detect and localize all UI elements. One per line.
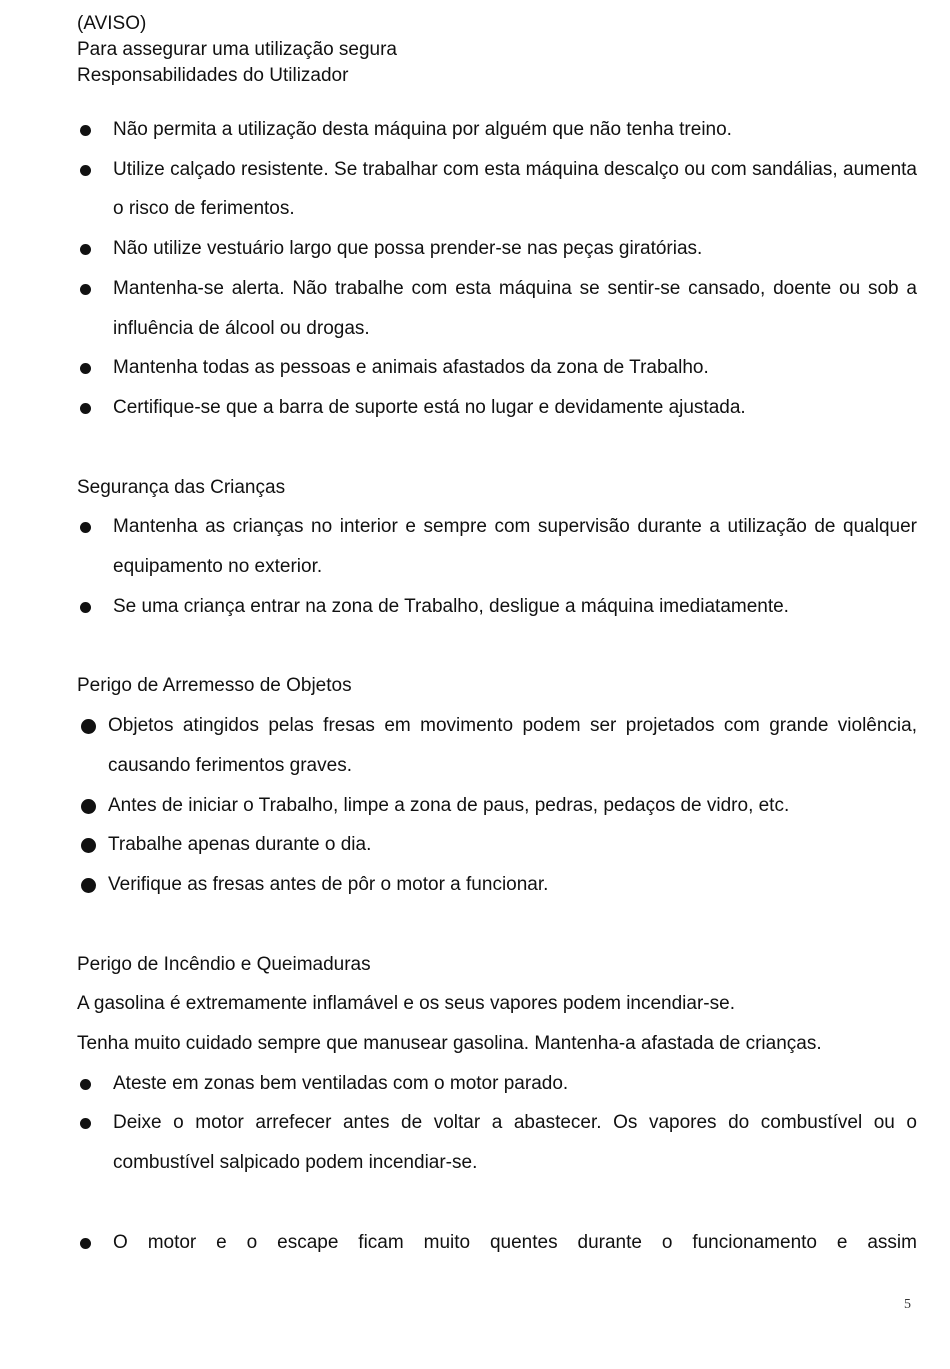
bullet-icon — [81, 878, 96, 893]
safe-use-heading: Para assegurar uma utilização segura — [77, 39, 398, 60]
fire-hazard-list — [77, 1064, 917, 1183]
warning-label: (AVISO) — [77, 13, 147, 34]
bullet-icon — [80, 522, 91, 533]
list-item: Deixe o motor arrefecer antes de voltar a abastecer. Os vapores do combustível ou o combustível salpicado podem incendiar-se. — [77, 1103, 917, 1182]
fire-hazard-paragraph-2: Tenha muito cuidado sempre que manusear gasolina. Mantenha-a afastada de crianças. — [77, 1033, 822, 1055]
list-item: Verifique as fresas antes de pôr o motor a funcionar. — [77, 865, 917, 905]
bullet-icon — [81, 838, 96, 853]
children-safety-list — [77, 507, 917, 626]
bullet-icon — [80, 403, 91, 414]
fire-hazard-paragraph-1: A gasolina é extremamente inflamável e os seus vapores podem incendiar-se. — [77, 993, 735, 1015]
list-item: Certifique-se que a barra de suporte está no lugar e devidamente ajustada. — [77, 388, 917, 428]
user-responsibilities-heading: Responsabilidades do Utilizador — [77, 65, 349, 86]
list-item: Não utilize vestuário largo que possa prender-se nas peças giratórias. — [77, 229, 917, 269]
list-item: Não permita a utilização desta máquina por alguém que não tenha treino. — [77, 110, 917, 150]
header — [77, 11, 917, 89]
bullet-icon — [80, 284, 91, 295]
list-item: Se uma criança entrar na zona de Trabalho, desligue a máquina imediatamente. — [77, 587, 917, 627]
list-item: Objetos atingidos pelas fresas em movimento podem ser projetados com grande violência, causando ferimentos graves. — [77, 706, 917, 785]
bullet-icon — [80, 363, 91, 374]
page-number: 5 — [904, 1297, 911, 1312]
list-item: Mantenha-se alerta. Não trabalhe com esta máquina se sentir-se cansado, doente ou sob a influência de álcool ou drogas. — [77, 269, 917, 348]
bullet-icon — [80, 602, 91, 613]
thrown-objects-list — [77, 706, 917, 905]
bullet-icon — [80, 1238, 91, 1249]
list-item: Ateste em zonas bem ventiladas com o motor parado. — [77, 1064, 917, 1104]
list-item: Utilize calçado resistente. Se trabalhar com esta máquina descalço ou com sandálias, aumenta o risco de ferimentos. — [77, 150, 917, 229]
bullet-icon — [80, 165, 91, 176]
list-item: Mantenha todas as pessoas e animais afastados da zona de Trabalho. — [77, 348, 917, 388]
bullet-icon — [80, 125, 91, 136]
list-item: O motor e o escape ficam muito quentes durante o funcionamento e assim — [77, 1223, 917, 1263]
bullet-icon — [80, 244, 91, 255]
bullet-icon — [81, 719, 96, 734]
bullet-icon — [80, 1118, 91, 1129]
user-responsibilities-list — [77, 110, 917, 428]
thrown-objects-title: Perigo de Arremesso de Objetos — [77, 675, 352, 697]
fire-hazard-title: Perigo de Incêndio e Queimaduras — [77, 953, 371, 975]
bullet-icon — [81, 799, 96, 814]
list-item: Mantenha as crianças no interior e sempre com supervisão durante a utilização de qualquer equipamento no exterior. — [77, 507, 917, 586]
list-item: Antes de iniciar o Trabalho, limpe a zona de paus, pedras, pedaços de vidro, etc. — [77, 786, 917, 826]
list-item: Trabalhe apenas durante o dia. — [77, 825, 917, 865]
fire-hazard-list-continued — [77, 1223, 917, 1263]
children-safety-title: Segurança das Crianças — [77, 476, 286, 498]
document-page — [77, 11, 917, 1263]
bullet-icon — [80, 1079, 91, 1090]
